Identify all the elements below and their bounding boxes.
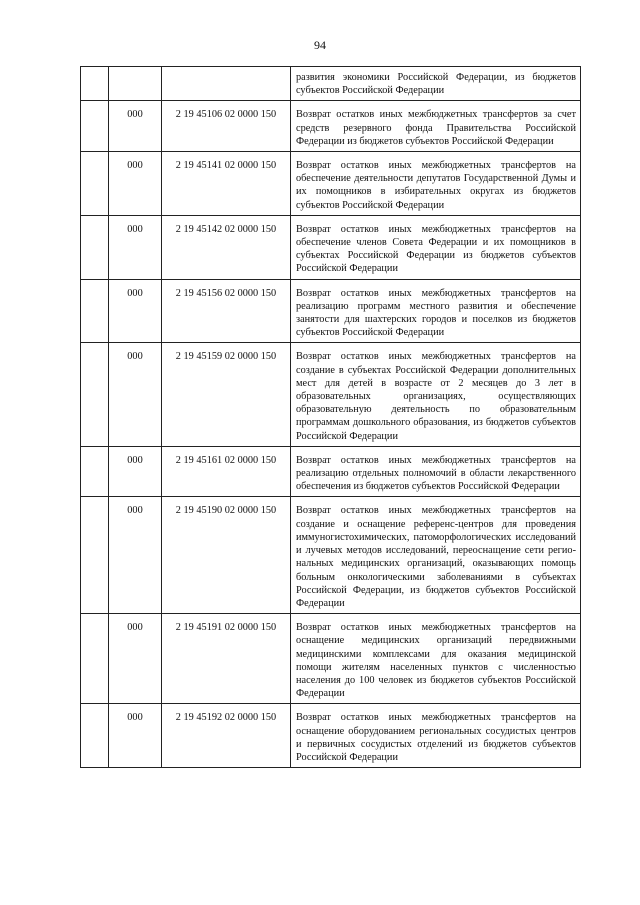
empty-cell <box>81 215 109 279</box>
admin-code-cell: 000 <box>109 279 162 343</box>
income-name-cell: Возврат остатков иных межбюджетных трансфертов на обеспечение членов Совета Федерации и их помощников в субъектах Российской Федерации из бюджетов субъектов Российской Федерации <box>291 215 581 279</box>
empty-cell <box>81 446 109 497</box>
budget-code-cell: 2 19 45156 02 0000 150 <box>162 279 291 343</box>
empty-cell <box>81 152 109 216</box>
budget-code-cell: 2 19 45192 02 0000 150 <box>162 704 291 768</box>
empty-cell <box>81 704 109 768</box>
income-name-cell: Возврат остатков иных межбюджетных трансфертов на обеспечение деятельности депутатов Государственной Думы и их помощников в избирательных округах из бюджетов субъектов Российской Федерации <box>291 152 581 216</box>
table-row <box>81 152 581 216</box>
income-name-cell: Возврат остатков иных межбюджетных трансфертов за счет средств резервного фонда Правительства Российской Федерации из бюджетов субъектов Российской Федерации <box>291 101 581 152</box>
budget-code-cell: 2 19 45142 02 0000 150 <box>162 215 291 279</box>
table-row <box>81 215 581 279</box>
budget-code-cell: 2 19 45106 02 0000 150 <box>162 101 291 152</box>
admin-code-cell: 000 <box>109 101 162 152</box>
admin-code-cell <box>109 67 162 101</box>
table-row <box>81 614 581 704</box>
table-row <box>81 67 581 101</box>
income-name-cell: Возврат остатков иных межбюджетных трансфертов на оснащение оборудованием региональных сосудистых центров и первичных сосудистых отделений из бюджетов субъектов Российской Федерации <box>291 704 581 768</box>
admin-code-cell: 000 <box>109 497 162 614</box>
budget-code-cell <box>162 67 291 101</box>
admin-code-cell: 000 <box>109 215 162 279</box>
income-name-cell: Возврат остатков иных межбюджетных трансфертов на создание в субъектах Российской Федерации дополнительных мест для детей в возрасте от 2 месяцев до 3 лет в образовательных организациях, осуществляющих образовательную деятельность по образовательным программам дошкольного образования, из бюджетов субъектов Российской Федерации <box>291 343 581 446</box>
table-row <box>81 101 581 152</box>
table-row <box>81 497 581 614</box>
admin-code-cell: 000 <box>109 614 162 704</box>
table-row <box>81 446 581 497</box>
budget-code-cell: 2 19 45161 02 0000 150 <box>162 446 291 497</box>
budget-classification-table <box>80 66 581 768</box>
income-name-cell: Возврат остатков иных межбюджетных трансфертов на создание и оснащение референс-центров для проведения иммуногистохимических, патоморфологических исследований и лучевых методов исследований, переоснащение сети региональных медицинских организаций, оказывающих помощь больным онкологическими заболеваниями в субъектах Российской Федерации, из бюджетов субъектов Российской Федерации <box>291 497 581 614</box>
admin-code-cell: 000 <box>109 446 162 497</box>
budget-code-cell: 2 19 45159 02 0000 150 <box>162 343 291 446</box>
page-number: 94 <box>314 38 326 52</box>
budget-code-cell: 2 19 45190 02 0000 150 <box>162 497 291 614</box>
income-name-cell: Возврат остатков иных межбюджетных трансфертов на оснащение медицинских организаций передвижными медицинскими комплексами для оказания медицинской помощи жителям населенных пунктов с численностью населения до 100 человек из бюджетов субъектов Российской Федерации <box>291 614 581 704</box>
empty-cell <box>81 101 109 152</box>
table-row <box>81 704 581 768</box>
budget-code-cell: 2 19 45191 02 0000 150 <box>162 614 291 704</box>
income-name-cell: Возврат остатков иных межбюджетных трансфертов на реализацию программ местного развития и обеспечение занятости для шахтерских городов и поселков из бюджетов субъектов Российской Федерации <box>291 279 581 343</box>
empty-cell <box>81 279 109 343</box>
empty-cell <box>81 67 109 101</box>
empty-cell <box>81 497 109 614</box>
admin-code-cell: 000 <box>109 152 162 216</box>
table-row <box>81 279 581 343</box>
admin-code-cell: 000 <box>109 343 162 446</box>
budget-code-cell: 2 19 45141 02 0000 150 <box>162 152 291 216</box>
admin-code-cell: 000 <box>109 704 162 768</box>
income-name-cell: Возврат остатков иных межбюджетных трансфертов на реализацию отдельных полномочий в области лекарственного обеспечения из бюджетов субъектов Российской Федерации <box>291 446 581 497</box>
empty-cell <box>81 343 109 446</box>
income-name-cell: развития экономики Российской Федерации, из бюджетов субъектов Российской Федерации <box>291 67 581 101</box>
empty-cell <box>81 614 109 704</box>
table-row <box>81 343 581 446</box>
